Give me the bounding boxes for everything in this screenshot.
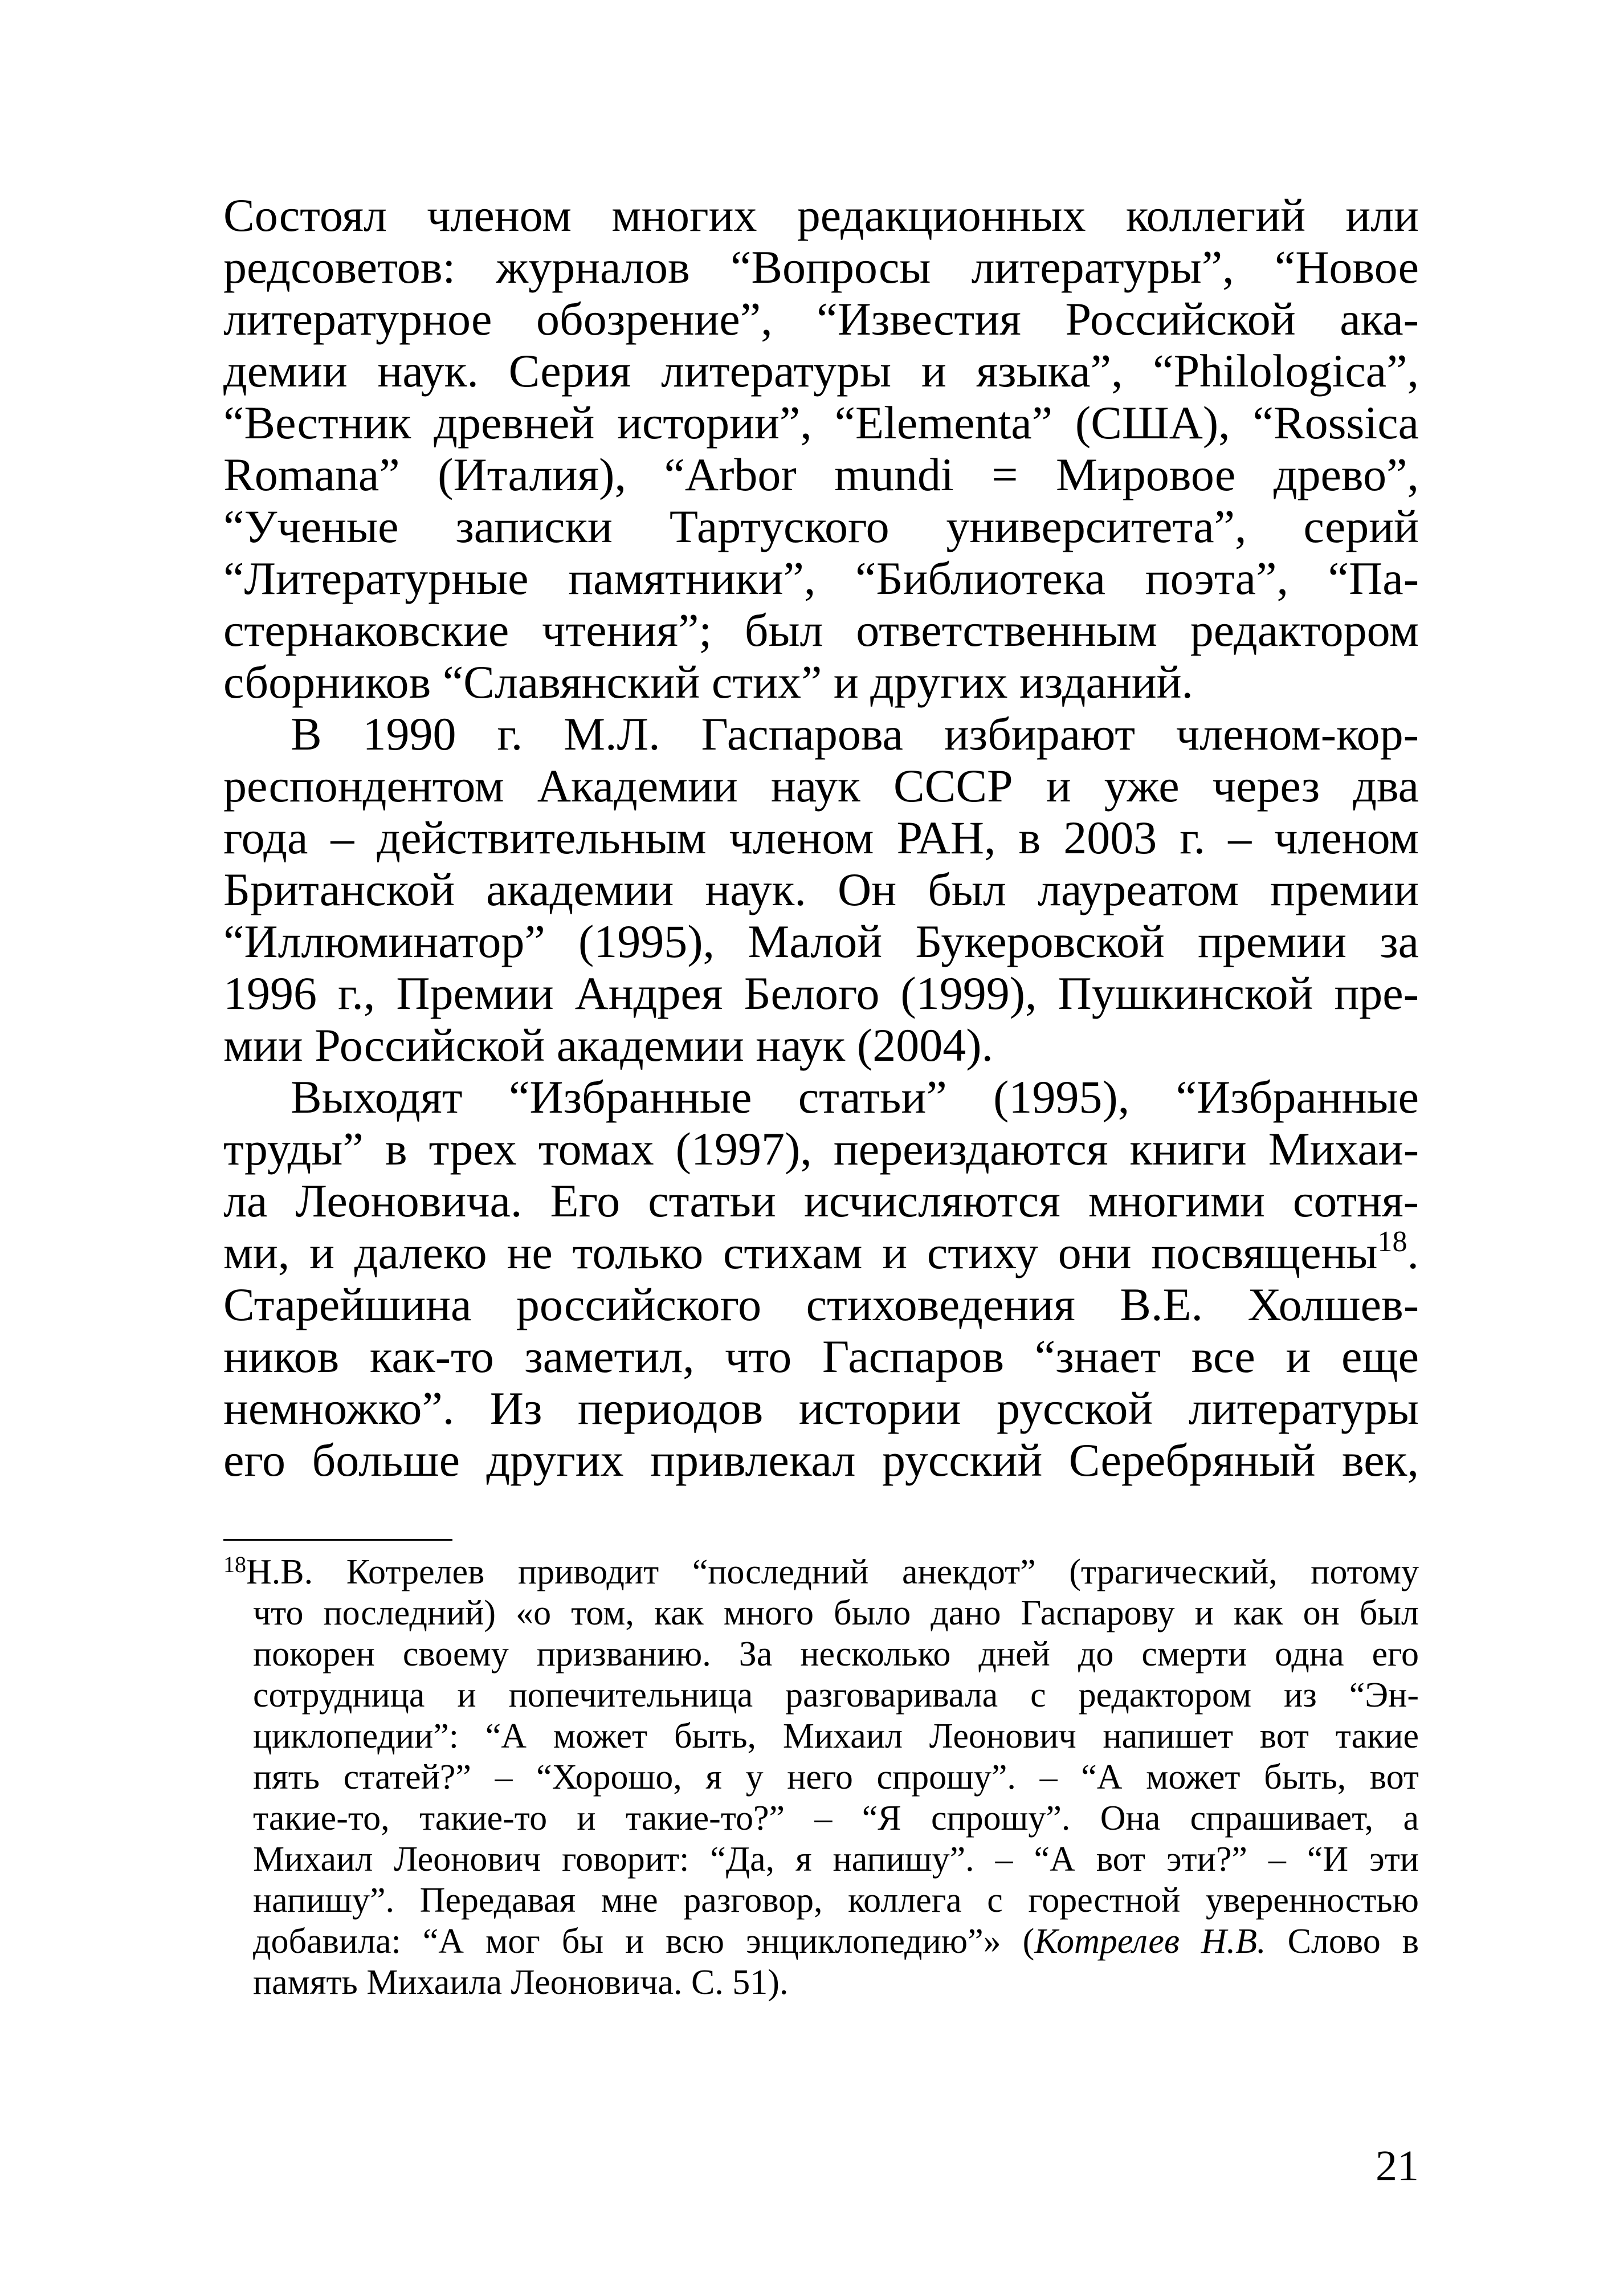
footnote-reference[interactable]: 18 [1377,1226,1407,1258]
text-line: “Вестник древней истории”, “Elementa” (США), “Rossica [223,397,1419,449]
paragraph-3 [223,1071,1419,1486]
text-line: “Ученые записки Тартуского университета”, серий [223,500,1419,552]
footnote-18 [223,1552,1419,2003]
text-line: Состоял членом многих редакционных коллегий или [223,189,1419,241]
text-line-with-footnote-ref [223,1227,1419,1279]
text-line: стернаковские чтения”; был ответственным редактором [223,604,1419,656]
paragraph-1 [223,189,1419,708]
text-line: Британской академии наук. Он был лауреатом премии [223,864,1419,915]
text-line: “Литературные памятники”, “Библиотека поэта”, “Па- [223,552,1419,604]
text-line: В 1990 г. М.Л. Гаспарова избирают членом-кор- [291,708,1419,760]
text-line: “Иллюминатор” (1995), Малой Букеровской премии за [223,915,1419,967]
footnote-line [223,1552,1419,1593]
text-line: немножко”. Из периодов истории русской литературы [223,1382,1419,1434]
footnote-line-text: Н.В. Котрелев приводит “последний анекдот” (трагический, потому [246,1553,1419,1591]
footnote-line: Михаил Леонович говорит: “Да, я напишу”. – “А вот эти?” – “И эти [253,1840,1419,1879]
citation-title: Слово в [1266,1922,1419,1961]
text-line-content: ми, и далеко не только стихам и стиху они посвящены [223,1227,1378,1279]
footnote-divider [223,1539,452,1541]
main-text-block [223,189,1419,1486]
text-line: респондентом Академии наук СССР и уже через два [223,760,1419,812]
text-line: ников как-то заметил, что Гаспаров “знает все и еще [223,1330,1419,1382]
footnote-line: сотрудница и попечительница разговаривала с редактором из “Эн- [253,1676,1419,1715]
text-line: 1996 г., Премии Андрея Белого (1999), Пушкинской пре- [223,967,1419,1019]
text-line: литературное обозрение”, “Известия Российской ака- [223,293,1419,345]
text-line: года – действительным членом РАН, в 2003 г. – членом [223,812,1419,864]
footnote-line: такие-то, такие-то и такие-то?” – “Я спрошу”. Она спрашивает, а [253,1799,1419,1838]
text-line: труды” в трех томах (1997), переиздаются книги Михаи- [223,1123,1419,1175]
footnote-line: покорен своему призванию. За несколько дней до смерти одна его [253,1635,1419,1674]
text-line: мии Российской академии наук (2004). [223,1019,993,1071]
text-line: его больше других привлекал русский Серебряный век, [223,1434,1419,1486]
footnote-line: циклопедии”: “А может быть, Михаил Леонович напишет вот такие [253,1717,1419,1756]
text-line: Выходят “Избранные статьи” (1995), “Избранные [291,1071,1419,1123]
footnote-line: что последний) «о том, как много было дано Гаспарову и как он был [253,1594,1419,1632]
footnote-line: напишу”. Передавая мне разговор, коллега с горестной уверенностью [253,1881,1419,1920]
footnote-line: память Михаила Леоновича. С. 51). [253,1963,789,2002]
text-line: Romana” (Италия), “Arbor mundi = Мировое древо”, [223,449,1419,500]
text-line: демии наук. Серия литературы и языка”, “Philologica”, [223,345,1419,397]
page-number: 21 [1376,2142,1419,2190]
footnote-line: пять статей?” – “Хорошо, я у него спрошу”. – “А может быть, вот [253,1758,1419,1797]
text-line: Старейшина российского стиховедения В.Е. Холшев- [223,1279,1419,1330]
footnote-line-text: добавила: “А мог бы и всю энциклопедию”» ( [253,1922,1035,1961]
text-line: ла Леоновича. Его статьи исчисляются многими сотня- [223,1175,1419,1227]
footnote-line-citation [223,1921,1419,1962]
text-line: редсоветов: журналов “Вопросы литературы”, “Новое [223,241,1419,293]
paragraph-2 [223,708,1419,1071]
footnote-ref-punctuation: . [1407,1227,1419,1279]
text-line: сборников “Славянский стих” и других изданий. [223,656,1194,708]
footnote-marker: 18 [223,1552,246,1577]
citation-author: Котрелев Н.В. [1034,1922,1266,1961]
